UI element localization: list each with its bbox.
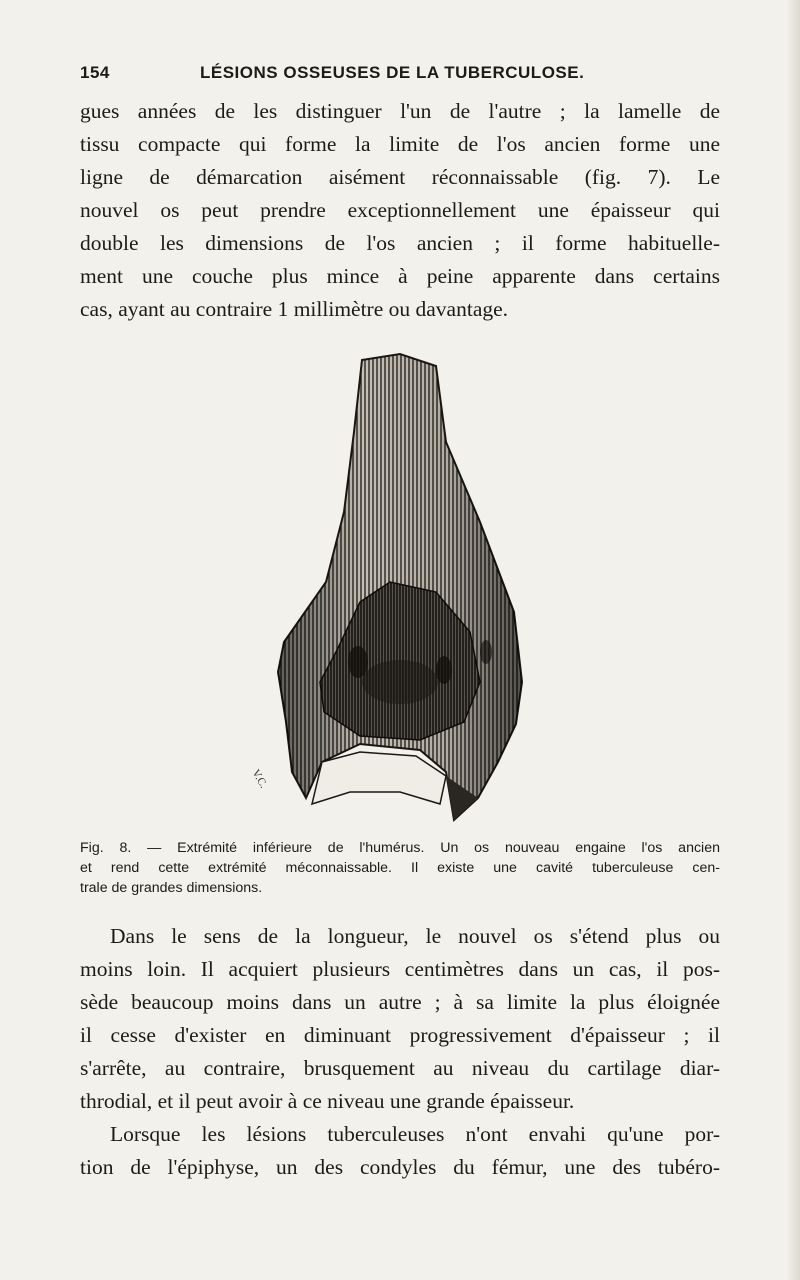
figure-humerus-engraving bbox=[240, 352, 560, 822]
page-number: 154 bbox=[80, 63, 110, 82]
svg-text:V.C.: V.C. bbox=[249, 767, 270, 791]
paragraph-2 bbox=[80, 920, 720, 1184]
text-line: gues années de les distinguer l'un de l'autre ; la lamelle de bbox=[80, 99, 720, 123]
text-line: sède beaucoup moins dans un autre ; à sa limite la plus éloignée bbox=[80, 990, 720, 1014]
text-line: Lorsque les lésions tuberculeuses n'ont envahi qu'une por- bbox=[110, 1122, 720, 1146]
text-line: ligne de démarcation aisément réconnaissable (fig. 7). Le bbox=[80, 165, 720, 189]
text-line: throdial, et il peut avoir à ce niveau une grande épaisseur. bbox=[80, 1089, 575, 1113]
text-line: moins loin. Il acquiert plusieurs centimètres dans un cas, il pos- bbox=[80, 957, 720, 981]
text-line: il cesse d'exister en diminuant progressivement d'épaisseur ; il bbox=[80, 1023, 720, 1047]
caption-line: trale de grandes dimensions. bbox=[80, 880, 263, 896]
page-edge-shadow bbox=[786, 0, 800, 1280]
figure-caption bbox=[80, 838, 720, 898]
text-line: s'arrête, au contraire, brusquement au niveau du cartilage diar- bbox=[80, 1056, 720, 1080]
caption-line: Fig. 8. — Extrémité inférieure de l'humérus. Un os nouveau engaine l'os ancien bbox=[80, 840, 720, 856]
humerus-illustration bbox=[240, 352, 560, 822]
caption-line: et rend cette extrémité méconnaissable. Il existe une cavité tuberculeuse cen- bbox=[80, 860, 720, 876]
running-head bbox=[80, 63, 720, 87]
running-title: LÉSIONS OSSEUSES DE LA TUBERCULOSE. bbox=[200, 63, 585, 82]
text-line: tissu compacte qui forme la limite de l'os ancien forme une bbox=[80, 132, 720, 156]
text-line: tion de l'épiphyse, un des condyles du fémur, une des tubéro- bbox=[80, 1155, 720, 1179]
text-line: double les dimensions de l'os ancien ; il forme habituelle- bbox=[80, 231, 720, 255]
text-line: ment une couche plus mince à peine apparente dans certains bbox=[80, 264, 720, 288]
paragraph-1 bbox=[80, 95, 720, 326]
text-line: cas, ayant au contraire 1 millimètre ou davantage. bbox=[80, 297, 509, 321]
text-line: nouvel os peut prendre exceptionnellement une épaisseur qui bbox=[80, 198, 720, 222]
text-line: Dans le sens de la longueur, le nouvel os s'étend plus ou bbox=[110, 924, 720, 948]
